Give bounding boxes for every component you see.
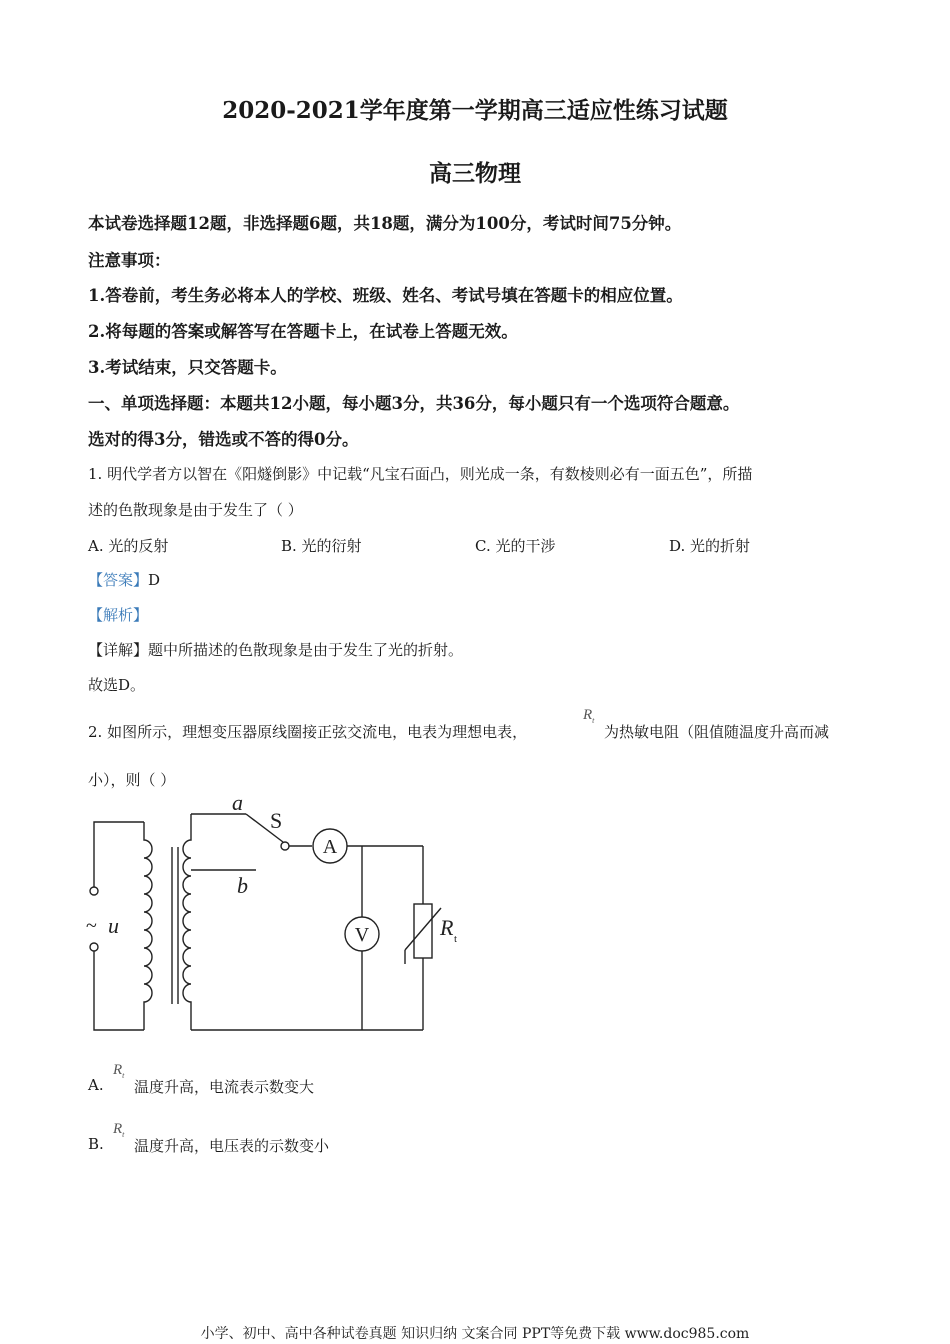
q1-option-c: C. 光的干涉: [475, 537, 556, 555]
q1-stem-line2: 述的色散现象是由于发生了（ ）: [88, 501, 303, 519]
q2-option-a-label: A.: [88, 1076, 104, 1094]
q1-detail: [88, 639, 463, 660]
exam-intro: 本试卷选择题12题，非选择题6题，共18题，满分为100分，考试时间75分钟。: [88, 214, 682, 233]
q2-stem-line1-a: 2. 如图所示，理想变压器原线圈接正弦交流电，电表为理想电表，: [88, 723, 528, 741]
section-heading: 一、单项选择题：本题共12小题，每小题3分，共36分，每小题只有一个选项符合题意。: [88, 394, 740, 413]
q2-option-b-rt: $R_t$: [113, 1121, 125, 1139]
q1-stem-line1: 1. 明代学者方以智在《阳燧倒影》中记载“凡宝石面凸，则光成一条，有数棱则必有一面五色”，所描: [88, 465, 753, 483]
document-subtitle: 高三物理: [429, 160, 521, 187]
page-footer: 小学、初中、高中各种试卷真题 知识归纳 文案合同 PPT等免费下载 www.doc985.com: [200, 1326, 750, 1342]
ac-source-tilde: ~: [86, 915, 97, 937]
notice-item: 3.考试结束，只交答题卡。: [88, 358, 287, 377]
q2-option-b-text: 温度升高，电压表的示数变小: [134, 1137, 330, 1155]
q2-option-b-label: B.: [88, 1135, 104, 1153]
detail-tag: 【详解】: [88, 641, 149, 659]
q1-option-d: D. 光的折射: [669, 537, 751, 555]
notice-item: 1.答卷前，考生务必将本人的学校、班级、姓名、考试号填在答题卡的相应位置。: [88, 286, 683, 305]
q1-answer: [88, 569, 160, 590]
voltmeter-label: V: [354, 924, 370, 946]
rt-label: R: [440, 915, 454, 940]
q2-stem-line1-b: 为热敏电阻（阻值随温度升高而减: [604, 723, 830, 741]
transformer-circuit-diagram: [80, 792, 480, 1042]
ammeter-label: A: [322, 836, 338, 858]
notice-item: 2.将每题的答案或解答写在答题卡上，在试卷上答题无效。: [88, 322, 518, 341]
detail-text: 题中所描述的色散现象是由于发生了光的折射。: [148, 641, 464, 659]
notice-heading: 注意事项：: [88, 251, 171, 270]
answer-value: D: [148, 571, 161, 589]
q2-option-a-rt: $R_t$: [113, 1062, 125, 1080]
q2-rt-symbol: $R_t$: [583, 707, 595, 725]
q1-conclusion: 故选D。: [88, 676, 146, 694]
label-b: b: [237, 873, 248, 898]
q1-option-b: B. 光的衍射: [281, 537, 362, 555]
analysis-tag: 【解析】: [88, 606, 149, 624]
rt-label-sub: t: [454, 933, 458, 945]
label-s: S: [270, 808, 283, 833]
section-heading-line2: 选对的得3分，错选或不答的得0分。: [88, 430, 359, 449]
label-u: u: [108, 913, 119, 938]
q1-option-a: A. 光的反射: [88, 537, 169, 555]
label-a: a: [232, 792, 243, 815]
document-title: 2020-2021学年度第一学期高三适应性练习试题: [222, 97, 728, 124]
answer-tag: 【答案】: [88, 571, 149, 589]
q2-option-a-text: 温度升高，电流表示数变大: [134, 1078, 315, 1096]
q2-stem-line2: 小），则（ ）: [88, 771, 176, 789]
